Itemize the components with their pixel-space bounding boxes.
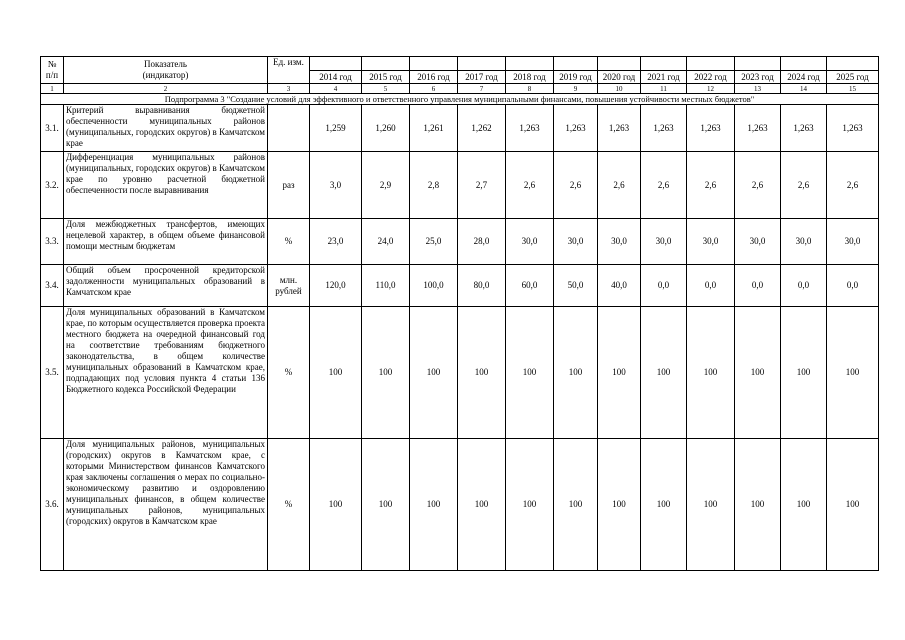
indicator-text: Доля муниципальных районов, муниципальных (городских) округов в Камчатском крае, с которыми Министерством финансов Камчатского края заключены соглашения о мерах по социально-экономическому развитию и оздоровлению муниципальных финансов, в общем количестве муниципальных районов, муниципальных (городских) округов в Камчатском крае [64, 439, 268, 571]
value-cell: 100 [687, 439, 735, 571]
value-cell: 60,0 [506, 265, 554, 307]
header-year: 2021 год [641, 71, 687, 84]
value-cell: 2,7 [458, 152, 506, 219]
column-number: 15 [827, 84, 879, 94]
row-number: 3.1. [41, 105, 64, 152]
header-year: 2025 год [827, 71, 879, 84]
value-cell: 2,6 [687, 152, 735, 219]
indicators-table [40, 56, 879, 571]
header-blank [506, 57, 554, 71]
value-cell: 100 [735, 307, 781, 439]
header-blank [735, 57, 781, 71]
value-cell: 100 [506, 439, 554, 571]
subprogram-title: Подпрограмма 3 "Создание условий для эффективного и ответственного управления муниципальными финансами, повышения устойчивости местных бюджетов" [41, 94, 879, 105]
value-cell: 100 [410, 439, 458, 571]
header-year: 2024 год [781, 71, 827, 84]
header-year: 2023 год [735, 71, 781, 84]
indicator-text: Критерий выравнивания бюджетной обеспеченности муниципальных районов (муниципальных, городских округов) в Камчатском крае [64, 105, 268, 152]
unit-cell: раз [268, 152, 310, 219]
column-number: 5 [362, 84, 410, 94]
value-cell: 30,0 [598, 219, 641, 265]
unit-cell: % [268, 219, 310, 265]
value-cell: 30,0 [827, 219, 879, 265]
column-number: 8 [506, 84, 554, 94]
value-cell: 2,6 [554, 152, 598, 219]
value-cell: 100 [554, 307, 598, 439]
header-year: 2018 год [506, 71, 554, 84]
row-number: 3.4. [41, 265, 64, 307]
value-cell: 2,6 [641, 152, 687, 219]
value-cell: 1,263 [506, 105, 554, 152]
value-cell: 100 [641, 439, 687, 571]
value-cell: 0,0 [781, 265, 827, 307]
column-number: 6 [410, 84, 458, 94]
table-row [41, 219, 879, 265]
row-number: 3.5. [41, 307, 64, 439]
value-cell: 24,0 [362, 219, 410, 265]
column-number-row [41, 84, 879, 94]
header-year: 2019 год [554, 71, 598, 84]
header-year: 2014 год [310, 71, 362, 84]
table-row [41, 307, 879, 439]
column-number: 1 [41, 84, 64, 94]
value-cell: 2,6 [735, 152, 781, 219]
value-cell: 1,263 [827, 105, 879, 152]
value-cell: 1,263 [781, 105, 827, 152]
value-cell: 1,263 [735, 105, 781, 152]
unit-cell: % [268, 439, 310, 571]
value-cell: 100 [362, 439, 410, 571]
row-number: 3.3. [41, 219, 64, 265]
table-row [41, 152, 879, 219]
row-number: 3.2. [41, 152, 64, 219]
value-cell: 120,0 [310, 265, 362, 307]
value-cell: 25,0 [410, 219, 458, 265]
value-cell: 23,0 [310, 219, 362, 265]
value-cell: 0,0 [827, 265, 879, 307]
header-indicator: Показатель (индикатор) [64, 57, 268, 84]
table-row [41, 265, 879, 307]
unit-cell: млн. рублей [268, 265, 310, 307]
unit-cell: % [268, 307, 310, 439]
value-cell: 30,0 [506, 219, 554, 265]
value-cell: 28,0 [458, 219, 506, 265]
value-cell: 100 [310, 307, 362, 439]
value-cell: 2,6 [827, 152, 879, 219]
value-cell: 2,6 [598, 152, 641, 219]
value-cell: 1,262 [458, 105, 506, 152]
value-cell: 0,0 [735, 265, 781, 307]
value-cell: 2,6 [781, 152, 827, 219]
value-cell: 30,0 [735, 219, 781, 265]
indicator-text: Доля муниципальных образований в Камчатском крае, по которым осуществляется проверка проекта местного бюджета на очередной финансовый год на соответствие требованиям бюджетного законодательства, в общем количестве муниципальных образований в Камчатском крае, подпадающих под условия пункта 4 статьи 136 Бюджетного кодекса Российской Федерации [64, 307, 268, 439]
column-number: 4 [310, 84, 362, 94]
value-cell: 3,0 [310, 152, 362, 219]
value-cell: 100,0 [410, 265, 458, 307]
value-cell: 0,0 [641, 265, 687, 307]
value-cell: 100 [458, 439, 506, 571]
value-cell: 100 [598, 307, 641, 439]
column-number: 13 [735, 84, 781, 94]
value-cell: 1,263 [641, 105, 687, 152]
header-row [41, 57, 879, 71]
header-blank [554, 57, 598, 71]
header-blank [458, 57, 506, 71]
subprogram-row [41, 94, 879, 105]
value-cell: 100 [506, 307, 554, 439]
column-number: 12 [687, 84, 735, 94]
value-cell: 100 [687, 307, 735, 439]
value-cell: 50,0 [554, 265, 598, 307]
value-cell: 110,0 [362, 265, 410, 307]
header-blank [598, 57, 641, 71]
value-cell: 100 [641, 307, 687, 439]
header-blank [781, 57, 827, 71]
value-cell: 100 [458, 307, 506, 439]
column-number: 3 [268, 84, 310, 94]
table-row [41, 439, 879, 571]
indicator-text: Общий объем просроченной кредиторской задолженности муниципальных образований в Камчатском крае [64, 265, 268, 307]
value-cell: 100 [598, 439, 641, 571]
header-blank [641, 57, 687, 71]
header-year: 2020 год [598, 71, 641, 84]
header-blank [362, 57, 410, 71]
value-cell: 40,0 [598, 265, 641, 307]
value-cell: 100 [362, 307, 410, 439]
value-cell: 30,0 [554, 219, 598, 265]
value-cell: 0,0 [687, 265, 735, 307]
unit-cell [268, 105, 310, 152]
value-cell: 1,263 [598, 105, 641, 152]
value-cell: 100 [781, 307, 827, 439]
header-unit: Ед. изм. [268, 57, 310, 84]
value-cell: 2,6 [506, 152, 554, 219]
column-number: 2 [64, 84, 268, 94]
indicator-text: Дифференциация муниципальных районов (муниципальных, городских округов) в Камчатском крае по уровню расчетной бюджетной обеспеченности после выравнивания [64, 152, 268, 219]
column-number: 9 [554, 84, 598, 94]
value-cell: 30,0 [687, 219, 735, 265]
value-cell: 1,263 [687, 105, 735, 152]
value-cell: 100 [827, 307, 879, 439]
value-cell: 100 [554, 439, 598, 571]
column-number: 14 [781, 84, 827, 94]
value-cell: 100 [827, 439, 879, 571]
header-year: 2016 год [410, 71, 458, 84]
column-number: 7 [458, 84, 506, 94]
value-cell: 100 [735, 439, 781, 571]
table-row [41, 105, 879, 152]
value-cell: 30,0 [641, 219, 687, 265]
header-year: 2022 год [687, 71, 735, 84]
header-blank [687, 57, 735, 71]
column-number: 11 [641, 84, 687, 94]
header-blank [410, 57, 458, 71]
value-cell: 100 [410, 307, 458, 439]
column-number: 10 [598, 84, 641, 94]
value-cell: 1,260 [362, 105, 410, 152]
header-blank [310, 57, 362, 71]
indicator-text: Доля межбюджетных трансфертов, имеющих нецелевой характер, в общем объеме финансовой помощи местным бюджетам [64, 219, 268, 265]
value-cell: 100 [310, 439, 362, 571]
header-blank [827, 57, 879, 71]
value-cell: 100 [781, 439, 827, 571]
header-year: 2017 год [458, 71, 506, 84]
header-no: № п/п [41, 57, 64, 84]
value-cell: 1,263 [554, 105, 598, 152]
value-cell: 1,261 [410, 105, 458, 152]
header-year: 2015 год [362, 71, 410, 84]
value-cell: 80,0 [458, 265, 506, 307]
value-cell: 2,9 [362, 152, 410, 219]
value-cell: 2,8 [410, 152, 458, 219]
value-cell: 30,0 [781, 219, 827, 265]
value-cell: 1,259 [310, 105, 362, 152]
row-number: 3.6. [41, 439, 64, 571]
